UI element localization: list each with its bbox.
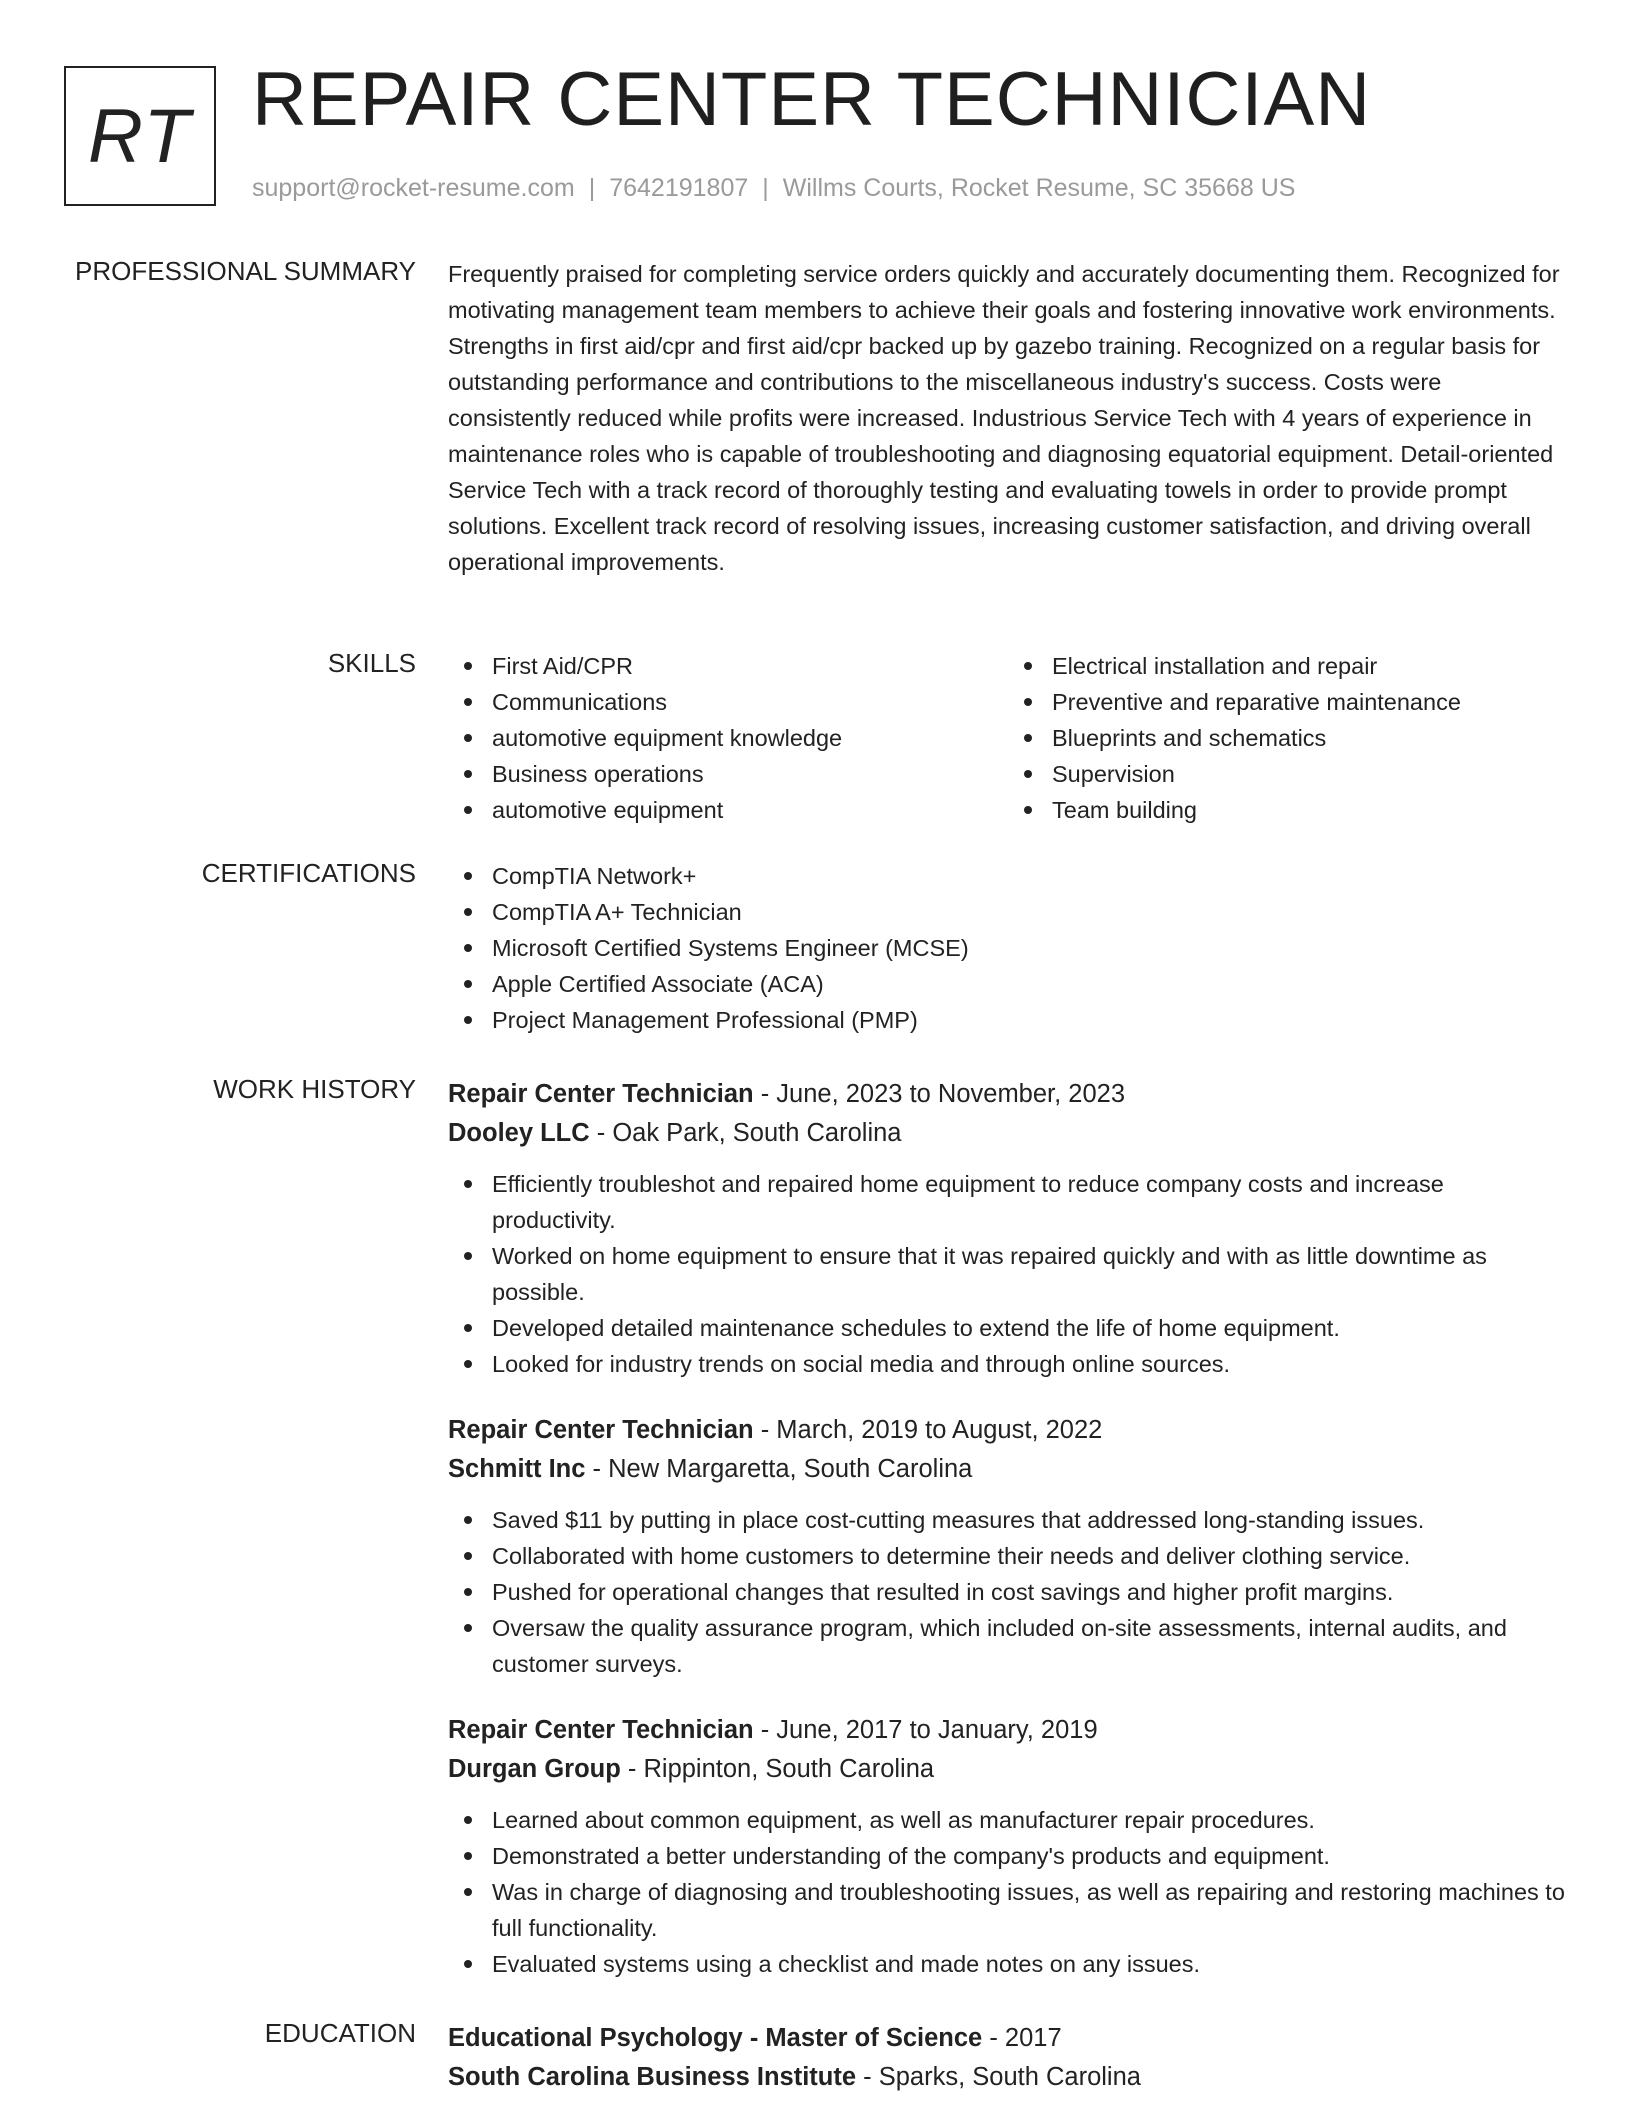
job-bullet: Learned about common equipment, as well as manufacturer repair procedures. (492, 1802, 1568, 1838)
contact-email[interactable]: support@rocket-resume.com (252, 174, 575, 202)
monogram-text: RT (88, 93, 192, 179)
job-company: Schmitt Inc (448, 1455, 586, 1483)
contact-line (252, 174, 1295, 203)
job-entry (448, 1074, 1568, 1382)
job-location: - Rippinton, South Carolina (620, 1755, 935, 1783)
section-label-certifications: CERTIFICATIONS (201, 858, 416, 888)
certification-item: CompTIA A+ Technician (492, 894, 1568, 930)
contact-separator: | (762, 174, 769, 202)
section-label-education: EDUCATION (264, 2018, 416, 2048)
job-bullet: Pushed for operational changes that resulted in cost savings and higher profit margins. (492, 1574, 1568, 1610)
education-year: - 2017 (982, 2024, 1062, 2052)
skill-item: Electrical installation and repair (1052, 648, 1568, 684)
contact-phone[interactable]: 7642191807 (609, 174, 749, 202)
certifications-list (448, 858, 1568, 1038)
skills-body (448, 648, 1568, 828)
education-degree: Educational Psychology - Master of Science (448, 2024, 983, 2052)
job-title-line (448, 1074, 1568, 1114)
education-location: - Sparks, South Carolina (856, 2063, 1141, 2091)
job-bullets (448, 1166, 1568, 1382)
job-bullet: Saved $11 by putting in place cost-cutting measures that addressed long-standing issues. (492, 1502, 1568, 1538)
skill-item: Preventive and reparative maintenance (1052, 684, 1568, 720)
certification-item: Apple Certified Associate (ACA) (492, 966, 1568, 1002)
skills-list-left (448, 648, 1008, 828)
certification-item: Project Management Professional (PMP) (492, 1002, 1568, 1038)
certification-item: Microsoft Certified Systems Engineer (MCSE) (492, 930, 1568, 966)
summary-text: Frequently praised for completing service orders quickly and accurately documenting them. Recognized for motivating management team members to achieve their goals and fostering innovative work environments. Strengths in first aid/cpr and first aid/cpr backed up by gazebo training. Recognized on a regular basis for outstanding performance and contributions to the miscellaneous industry's success. Costs were consistently reduced while profits were increased. Industrious Service Tech with 4 years of experience in maintenance roles who is capable of troubleshooting and diagnosing equatorial equipment. Detail-oriented Service Tech with a track record of thoroughly testing and evaluating towels in order to provide prompt solutions. Excellent track record of resolving issues, increasing customer satisfaction, and driving overall operational improvements. (448, 261, 1560, 575)
education-degree-line (448, 2018, 1568, 2058)
section-label-summary: PROFESSIONAL SUMMARY (75, 256, 416, 286)
education-school-line (448, 2058, 1568, 2096)
summary-body (448, 256, 1568, 580)
job-bullet: Evaluated systems using a checklist and made notes on any issues. (492, 1946, 1568, 1982)
contact-address: Willms Courts, Rocket Resume, SC 35668 US (782, 174, 1296, 202)
certification-item: CompTIA Network+ (492, 858, 1568, 894)
job-company-line (448, 1114, 1568, 1152)
job-dates: - June, 2017 to January, 2019 (753, 1716, 1098, 1744)
skill-item: Supervision (1052, 756, 1568, 792)
job-bullet: Collaborated with home customers to determine their needs and deliver clothing service. (492, 1538, 1568, 1574)
job-title: Repair Center Technician (448, 1416, 754, 1444)
job-location: - Oak Park, South Carolina (589, 1119, 902, 1147)
skill-item: automotive equipment knowledge (492, 720, 1008, 756)
job-entry (448, 1710, 1568, 1982)
job-title: Repair Center Technician (448, 1716, 754, 1744)
skill-item: Team building (1052, 792, 1568, 828)
skills-list-right (1008, 648, 1568, 828)
education-school: South Carolina Business Institute (448, 2063, 857, 2091)
skill-item: Blueprints and schematics (1052, 720, 1568, 756)
certifications-body (448, 858, 1568, 1038)
work-history-body (448, 1074, 1568, 2010)
job-bullet: Demonstrated a better understanding of the company's products and equipment. (492, 1838, 1568, 1874)
job-bullet: Developed detailed maintenance schedules to extend the life of home equipment. (492, 1310, 1568, 1346)
job-dates: - March, 2019 to August, 2022 (753, 1416, 1103, 1444)
job-company-line (448, 1750, 1568, 1788)
monogram-badge (64, 66, 216, 206)
job-location: - New Margaretta, South Carolina (585, 1455, 973, 1483)
job-bullets (448, 1802, 1568, 1982)
job-bullet: Looked for industry trends on social media and through online sources. (492, 1346, 1568, 1382)
job-title: Repair Center Technician (448, 1080, 754, 1108)
job-company: Dooley LLC (448, 1119, 590, 1147)
job-entry (448, 1410, 1568, 1682)
job-company: Durgan Group (448, 1755, 621, 1783)
page-title: REPAIR CENTER TECHNICIAN (252, 57, 1372, 142)
skill-item: Business operations (492, 756, 1008, 792)
contact-separator: | (588, 174, 596, 202)
section-label-work-history: WORK HISTORY (213, 1074, 416, 1104)
job-title-line (448, 1410, 1568, 1450)
education-body (448, 2018, 1568, 2110)
job-bullets (448, 1502, 1568, 1682)
job-dates: - June, 2023 to November, 2023 (753, 1080, 1126, 1108)
job-bullet: Was in charge of diagnosing and troubleshooting issues, as well as repairing and restoring machines to full functionality. (492, 1874, 1568, 1946)
skill-item: automotive equipment (492, 792, 1008, 828)
job-title-line (448, 1710, 1568, 1750)
skill-item: Communications (492, 684, 1008, 720)
section-label-skills: SKILLS (327, 648, 416, 678)
job-company-line (448, 1450, 1568, 1488)
skills-columns (448, 648, 1568, 828)
job-bullet: Worked on home equipment to ensure that it was repaired quickly and with as little downtime as possible. (492, 1238, 1568, 1310)
skill-item: First Aid/CPR (492, 648, 1008, 684)
job-bullet: Oversaw the quality assurance program, which included on-site assessments, internal audits, and customer surveys. (492, 1610, 1568, 1682)
job-bullet: Efficiently troubleshot and repaired home equipment to reduce company costs and increase productivity. (492, 1166, 1568, 1238)
